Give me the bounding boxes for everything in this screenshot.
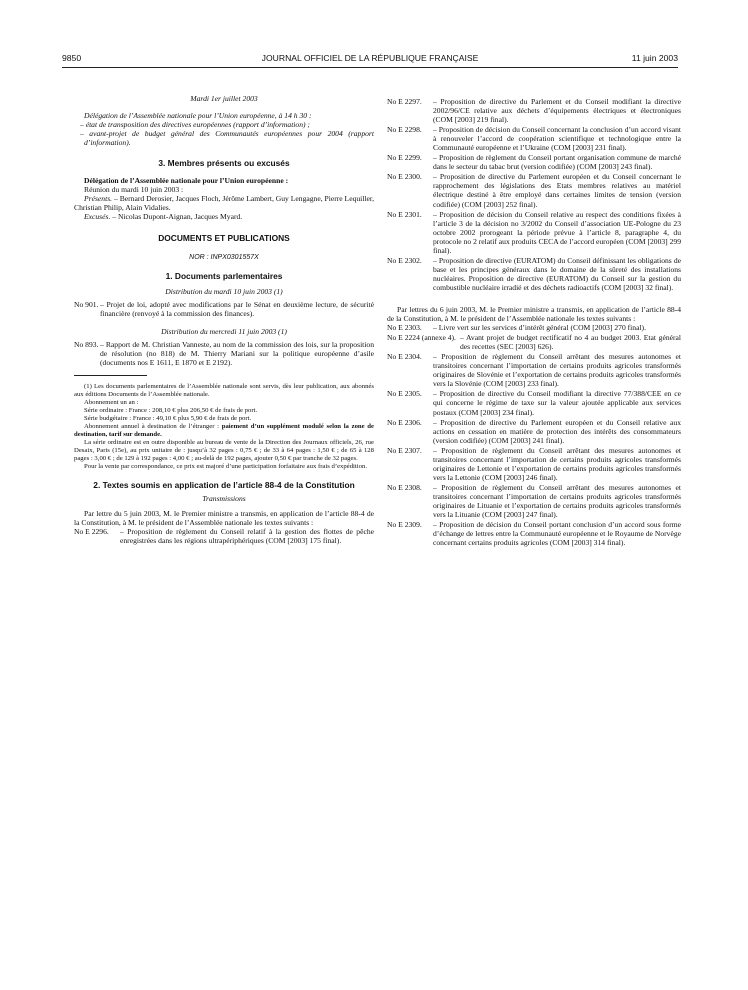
footnote-text: Pour la vente par correspondance, ce prix est majoré d’une participation forfaitaire aux frais d’expédition. <box>84 462 367 470</box>
entry-text: – Projet de loi, adopté avec modifications par le Sénat en deuxième lecture, de sécurité financière (renvoyé à la commission des finances). <box>100 299 374 318</box>
document-entry <box>387 483 681 519</box>
meeting-line: Réunion du mardi 10 juin 2003 : <box>84 185 184 195</box>
document-entry <box>387 323 681 332</box>
header-rule <box>62 67 678 68</box>
entry-number: No E 2224 (annexe 4). <box>387 333 456 343</box>
footnote-text: La série ordinaire est en outre disponible au bureau de vente de la Direction des Journaux officiels, 26, rue Desaix, Paris (15e), au prix unitaire de : jusqu’à 32 pages : 0,75 € ; de 33 à 64 pages : 1,50 € ; de 65 à 128 pages : 3,00 € ; de 129 à 192 pages : 4,00 € ; au-delà de 192 pages, ajouter 0,50 € par tranche de 32 pages. <box>74 438 374 462</box>
document-entry <box>387 520 681 547</box>
footnote-text <box>74 423 374 439</box>
footnote-text: (1) Les documents parlementaires de l’Assemblée nationale sont servis, dès leur publication, aux abonnés aux éditions Documents de l’Assemblée nationale. <box>74 382 374 398</box>
section-heading: 1. Documents parlementaires <box>165 270 283 281</box>
document-entry <box>387 352 681 388</box>
transmission-intro: Par lettres du 6 juin 2003, M. le Premier ministre a transmis, en application de l’article 88-4 de la Constitution, à M. le président de l’Assemblée nationale les textes suivants : <box>387 304 681 324</box>
right-column <box>387 97 681 548</box>
entry-text: – Proposition de directive du Conseil modifiant la directive 77/388/CEE en ce qui concerne le régime de taxe sur la valeur ajoutée applicable aux services postaux (COM [2003] 234 final). <box>433 389 681 417</box>
entry-number: No E 2304. <box>387 352 422 362</box>
entry-text: – Livre vert sur les services d’intérêt général (COM [2003] 270 final). <box>433 323 646 333</box>
page-number: 9850 <box>62 53 82 63</box>
entry-text: – Proposition de règlement du Conseil arrêtant des mesures autonomes et transitoires concernant l’importation de certains produits agricoles transformés originaires de Lituanie et l’exportation de certains produits agricoles transformés vers la Lituanie (COM [2003] 247 final). <box>433 482 681 520</box>
journal-title: JOURNAL OFFICIEL DE LA RÉPUBLIQUE FRANÇAISE <box>261 53 479 63</box>
document-entry <box>74 527 374 545</box>
entry-text: – Proposition de règlement du Conseil arrêtant des mesures autonomes et transitoires concernant l’importation de certains produits agricoles transformés originaires de Slovénie et l’exportation de certains produits agricoles transformés vers la Slovénie (COM [2003] 233 final). <box>433 352 681 389</box>
entry-text: – Proposition de décision du Conseil relative au respect des conditions fixées à l’article 3 de la décision no 3/2002 du Conseil d’association UE-Pologne du 23 octobre 2002 prorogeant la période prévue à l’article 8, paragraphe 4, du protocole no 2 relatif aux produits CECA de l’accord européen (COM [2003] 299 final). <box>433 209 681 255</box>
entry-text: – Proposition de directive du Parlement et du Conseil modifiant la directive 2002/96/CE relative aux déchets d’équipements électriques et électroniques (COM [2003] 219 final). <box>433 97 681 125</box>
entries-list <box>387 97 681 292</box>
entry-number: No E 2296. <box>74 527 109 537</box>
entry-number: No E 2307. <box>387 445 422 455</box>
section-heading: 3. Membres présents ou excusés <box>158 158 290 169</box>
section-heading: 2. Textes soumis en application de l’article 88-4 de la Constitution <box>93 479 355 490</box>
entry-number: No 901. <box>74 299 99 309</box>
present-members <box>74 194 374 212</box>
footnote-separator <box>74 375 147 376</box>
document-entry <box>387 446 681 482</box>
footnote-text: Abonnement un an : <box>84 398 139 406</box>
document-entry <box>387 153 681 171</box>
excused-list: – Nicolas Dupont-Aignan, Jacques Myard. <box>110 212 243 222</box>
entry-number: No E 2300. <box>387 172 422 182</box>
entry-number: No E 2298. <box>387 125 422 135</box>
issue-date: 11 juin 2003 <box>631 53 678 63</box>
entry-text: – Rapport de M. Christian Vanneste, au nom de la commission des lois, sur la proposition de résolution (no 818) de M. Thierry Mariani sur la politique européenne d’asile (documents nos E 1611, E 1870 et E 2192). <box>100 339 374 367</box>
nor-reference: NOR : INPX0301557X <box>189 253 259 261</box>
present-list: – Bernard Derosier, Jacques Floch, Jérôme Lambert, Guy Lengagne, Pierre Lequiller, Christian Philip, Alain Vidalies. <box>74 194 374 213</box>
entry-text: – Proposition de directive du Parlement européen et du Conseil relative aux actions en cessation en matière de protection des intérêts des consommateurs (version codifiée) (COM [2003] 241 final). <box>433 417 681 445</box>
delegation-line: Délégation de l’Assemblée nationale pour l’Union européenne, à 14 h 30 : <box>84 111 312 121</box>
entry-text: – Proposition de règlement du Conseil relatif à la gestion des flottes de pêche enregistrées dans les régions ultrapériphériques (COM [2003] 175 final). <box>120 527 374 546</box>
document-entry <box>74 340 374 367</box>
footnote-text: Série ordinaire : France : 208,10 € plus 206,50 € de frais de port. <box>84 406 258 414</box>
entry-number: No E 2308. <box>387 482 422 492</box>
entry-number: No E 2301. <box>387 209 422 219</box>
excused-members <box>74 212 374 221</box>
document-entry <box>387 125 681 152</box>
entry-number: No E 2309. <box>387 520 422 530</box>
documents-heading: DOCUMENTS ET PUBLICATIONS <box>158 232 290 243</box>
left-column <box>74 94 374 546</box>
present-label: Présents. <box>84 194 113 204</box>
page-header <box>62 53 678 67</box>
entry-text: – Proposition de décision du Conseil portant conclusion d’un accord sous forme d’échange de lettres entre la Communauté européenne et le Royaume de Norvège concernant certains produits agricoles (COM [2003] 314 final). <box>433 520 681 548</box>
document-entry <box>387 333 681 351</box>
entry-number: No E 2299. <box>387 153 422 163</box>
footnote-text: Abonnement annuel à destination de l’étranger : <box>84 422 222 430</box>
entry-number: No E 2306. <box>387 417 422 427</box>
entry-text: – Proposition de règlement du Conseil arrêtant des mesures autonomes et transitoires concernant l’importation de certains produits agricoles transformés originaires de Lettonie et l’exportation de certains produits agricoles transformés vers la Lettonie (COM [2003] 246 final). <box>433 445 681 482</box>
entry-number: No E 2305. <box>387 389 422 399</box>
excused-label: Excusés. <box>84 212 111 222</box>
footnote-text: Série budgétaire : France : 49,10 € plus 5,90 € de frais de port. <box>84 414 252 422</box>
delegation-heading: Délégation de l’Assemblée nationale pour l’Union européenne : <box>84 176 289 186</box>
document-entry <box>387 172 681 208</box>
transmission-intro: Par lettre du 5 juin 2003, M. le Premier ministre a transmis, en application de l’article 88-4 de la Constitution, à M. le président de l’Assemblée nationale les textes suivants : <box>74 509 374 528</box>
document-entry <box>387 97 681 124</box>
distribution-date: Distribution du mercredi 11 juin 2003 (1) <box>161 326 287 336</box>
meeting-date: Mardi 1er juillet 2003 <box>190 94 258 103</box>
entry-number: No E 2303. <box>387 323 422 333</box>
document-entry <box>387 256 681 292</box>
agenda-item: – avant-projet de budget général des Communautés européennes pour 2004 (rapport d’information). <box>80 129 374 148</box>
subsection-heading: Transmissions <box>202 494 246 504</box>
entry-text: – Proposition de directive (EURATOM) du Conseil définissant les obligations de base et les principes généraux dans le domaine de la sûreté des installations nucléaires. Proposition de directive (EURATOM) du Conseil sur la gestion du combustible nucléaire irradié et des déchets radioactifs (COM [2003] 32 final). <box>433 255 681 292</box>
entry-number: No E 2302. <box>387 255 422 265</box>
agenda-item: – état de transposition des directives européennes (rapport d’information) ; <box>80 120 310 130</box>
footnote-text: paiement d’un supplément modulé selon la zone de destination, tarif sur demande. <box>74 422 374 438</box>
footnote <box>74 383 374 471</box>
entry-text: – Proposition de règlement du Conseil portant organisation commune de marché dans le secteur du tabac brut (version codifiée) (COM [2003] 243 final). <box>433 153 681 172</box>
entry-text: – Proposition de directive du Parlement européen et du Conseil concernant le rapprochement des législations des Etats membres relatives au matériel électrique destiné à être employé dans certaines limites de tension (version codifiée) (COM [2003] 252 final). <box>433 172 681 209</box>
entry-number: No E 2297. <box>387 97 422 106</box>
document-entry <box>387 210 681 255</box>
distribution-date: Distribution du mardi 10 juin 2003 (1) <box>165 286 283 296</box>
document-entry <box>387 389 681 416</box>
document-entry <box>74 300 374 318</box>
entry-number: No 893. <box>74 339 99 349</box>
document-entry <box>387 418 681 445</box>
entry-text: – Proposition de décision du Conseil concernant la conclusion d’un accord visant à renouveler l’accord de coopération scientifique et technologique entre la Communauté européenne et l’Ukraine (COM [2003] 231 final). <box>433 125 681 153</box>
entries-list <box>387 323 681 547</box>
entry-text: – Avant projet de budget rectificatif no 4 au budget 2003. Etat général des recettes (SEC [2003] 626). <box>459 333 681 352</box>
